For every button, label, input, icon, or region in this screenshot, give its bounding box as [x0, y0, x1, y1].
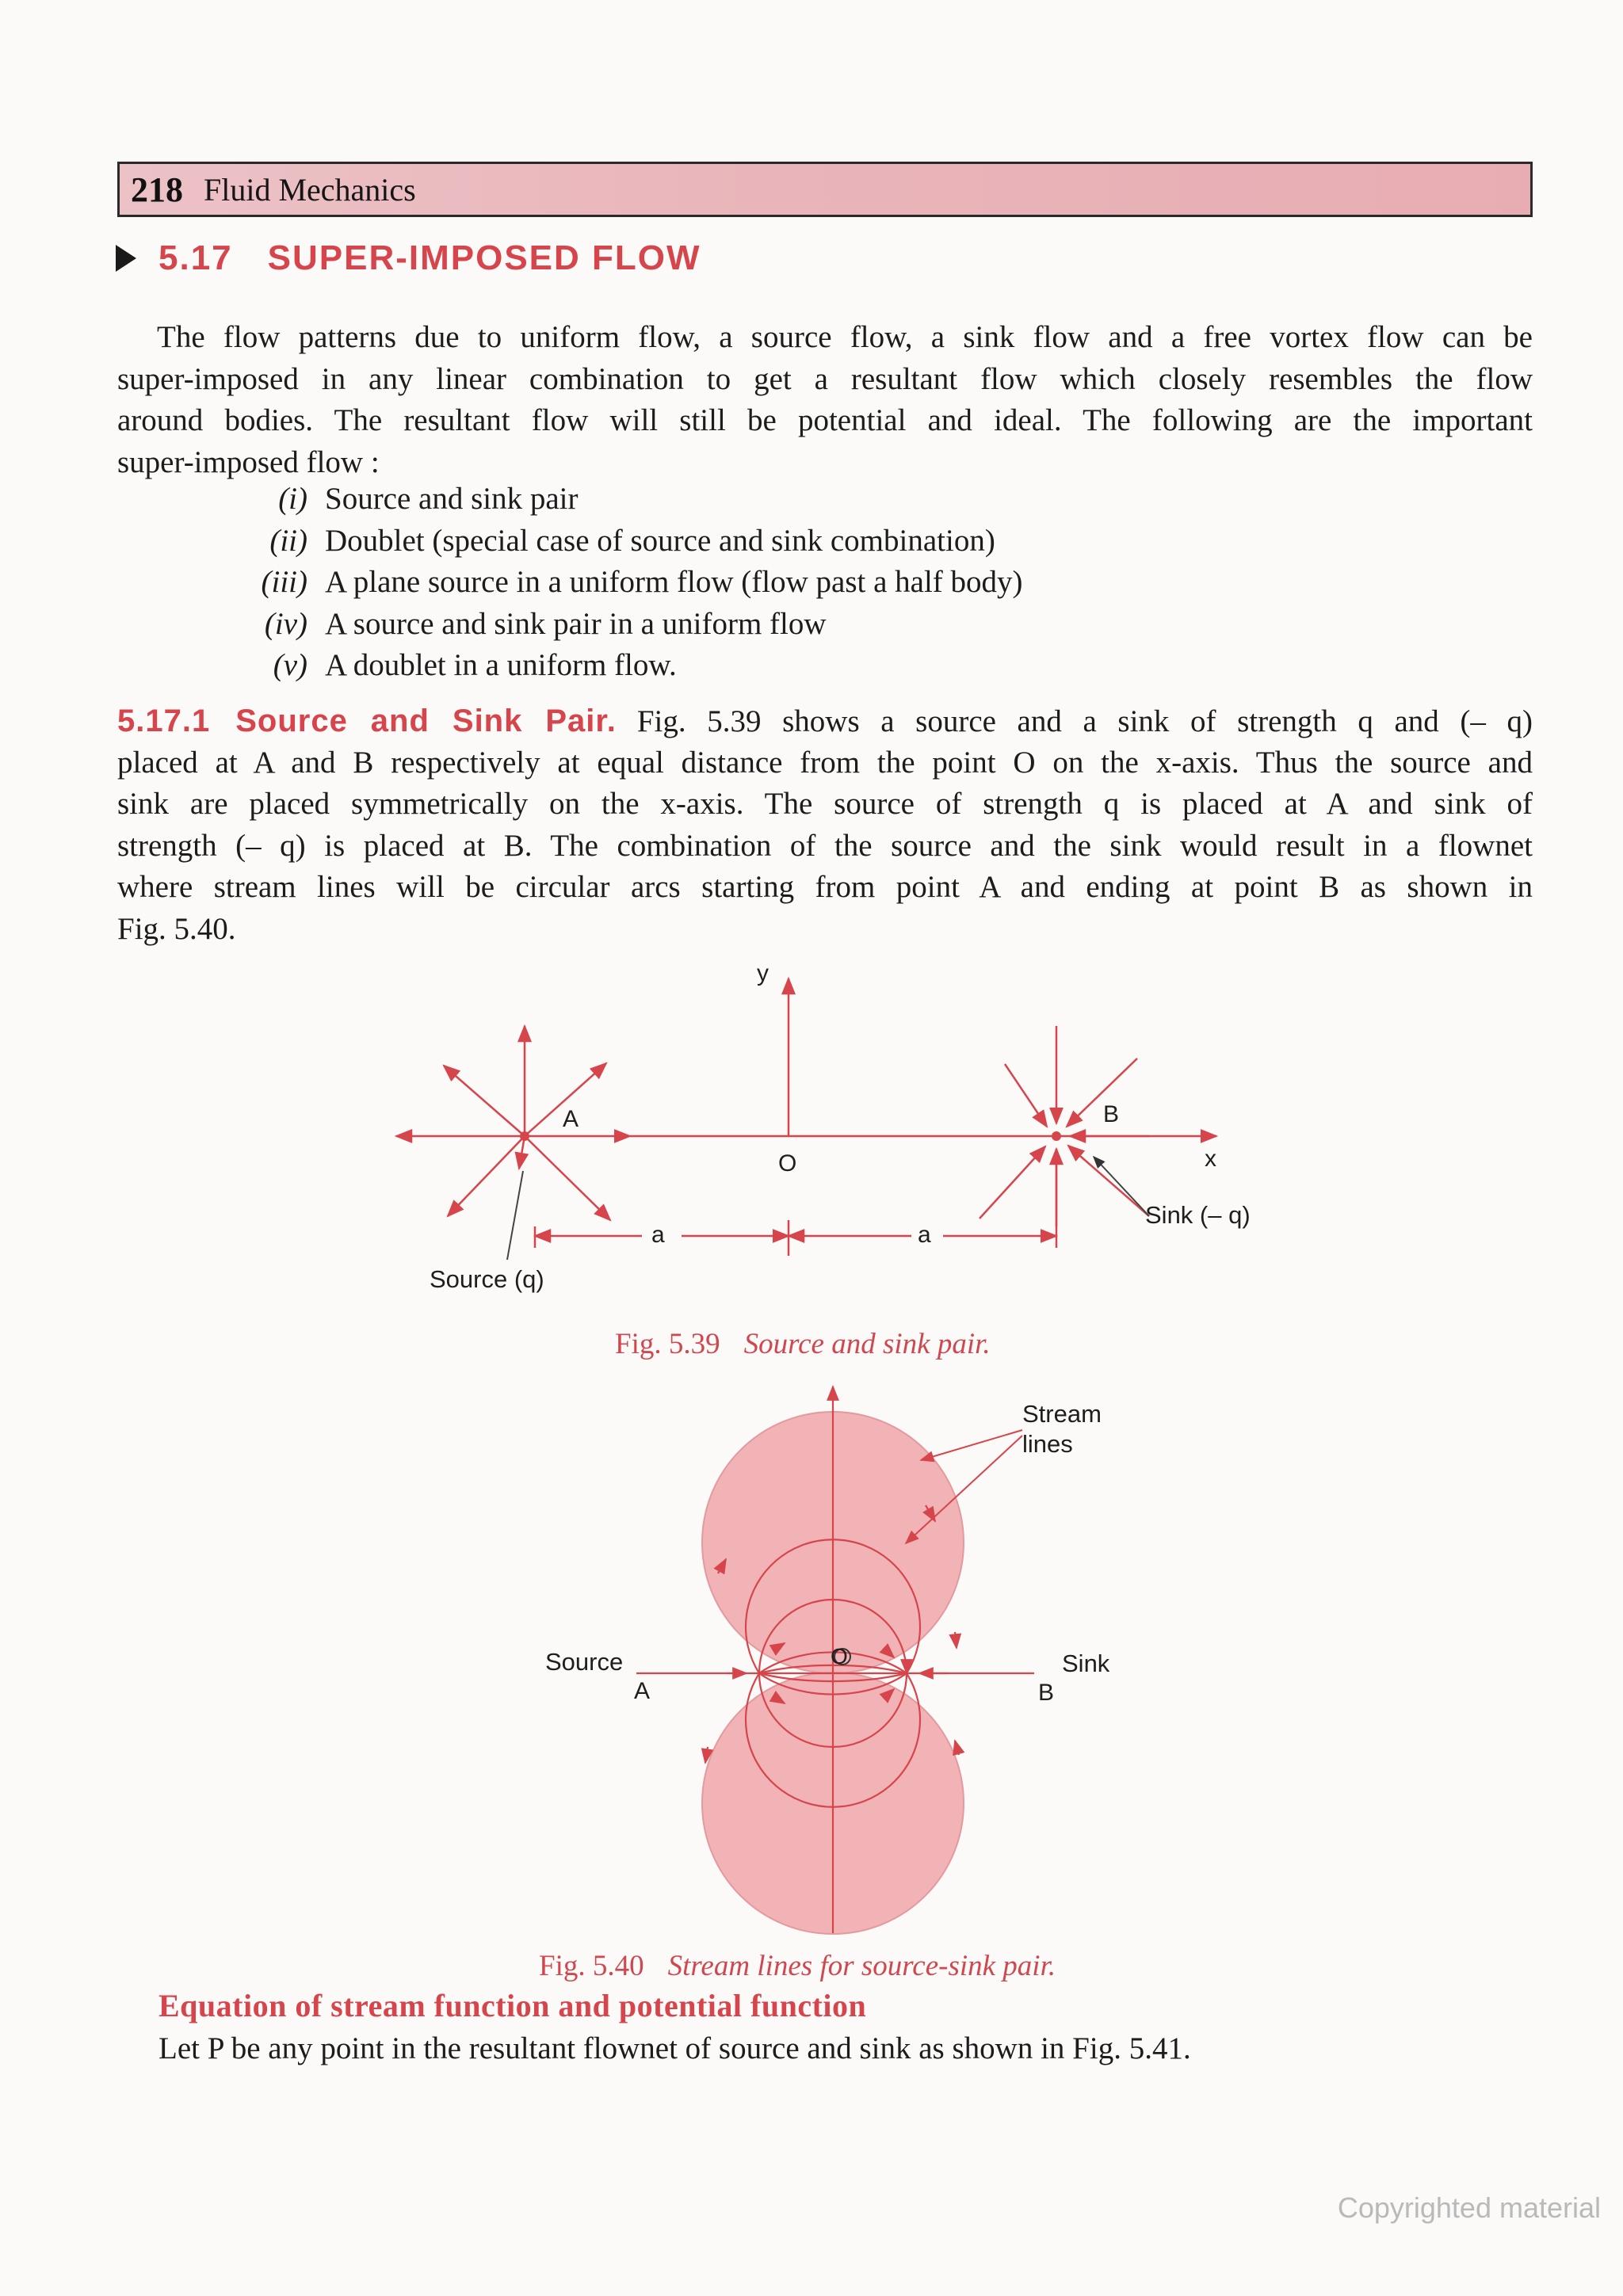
subsection-number: 5.17.1	[117, 704, 211, 738]
list-text: Doublet (special case of source and sink combination)	[325, 523, 995, 558]
sink-pointer	[1094, 1157, 1149, 1216]
text-line: Fig. 5.40.	[117, 911, 236, 946]
label-a-left: a	[651, 1222, 665, 1248]
list-text: A source and sink pair in a uniform flow	[325, 606, 827, 641]
list-text: Source and sink pair	[325, 482, 579, 516]
list-marker: (iii)	[261, 565, 307, 599]
list-marker: (i)	[278, 482, 307, 516]
label-source-q: Source (q)	[430, 1265, 544, 1293]
stream-lines-pointer	[921, 1430, 1022, 1460]
label-lines: lines	[1022, 1430, 1073, 1458]
label-A: A	[563, 1106, 579, 1132]
flow-arrow	[955, 1741, 959, 1755]
subsection-first-line: Fig. 5.39 shows a source and a sink of strength q and (– q)	[636, 704, 1533, 738]
text-line: placed at A and B respectively at equal distance from the point O on the x-axis. Thus the source and	[117, 745, 1533, 780]
label-x: x	[1205, 1146, 1216, 1172]
equation-paragraph: Let P be any point in the resultant flownet of source and sink as shown in Fig. 5.41.	[158, 2031, 1191, 2065]
list-marker: (iv)	[264, 606, 307, 641]
text-line: sink are placed symmetrically on the x-axis. The source of strength q is placed at A and sink of	[117, 787, 1533, 821]
caption-text: Source and sink pair.	[743, 1328, 991, 1360]
sink-ray	[1005, 1064, 1047, 1127]
source-ray	[525, 1136, 610, 1220]
label-O: O	[778, 1150, 797, 1177]
caption-fig-5-39	[615, 1327, 991, 1361]
sink-point	[1052, 1131, 1061, 1141]
text-line: super-imposed in any linear combination to get a resultant flow which closely resembles the flow	[117, 361, 1533, 396]
section-number: 5.17	[158, 238, 233, 277]
page-number: 218	[131, 170, 183, 209]
flow-arrow	[955, 1632, 957, 1648]
caption-text: Stream lines for source-sink pair.	[667, 1950, 1056, 1982]
caption-fig-5-40	[539, 1949, 1056, 1983]
source-point	[520, 1131, 529, 1141]
equation-heading: Equation of stream function and potential function	[158, 1988, 867, 2023]
sink-ray	[980, 1146, 1045, 1219]
label-sink: Sink	[1062, 1650, 1110, 1677]
label-a-right: a	[918, 1222, 931, 1248]
label-B: B	[1103, 1101, 1120, 1127]
subsection-title: Source and Sink Pair.	[235, 704, 617, 738]
sink-ray	[1068, 1146, 1149, 1216]
label-sink-q: Sink (– q)	[1145, 1201, 1251, 1229]
text-line: super-imposed flow :	[117, 444, 380, 479]
label-O-fig2: O	[831, 1644, 848, 1669]
text-line: strength (– q) is placed at B. The combination of the source and the sink would result in a flownet	[117, 828, 1533, 863]
source-pointer	[507, 1171, 523, 1260]
running-title: Fluid Mechanics	[204, 171, 416, 208]
section-title: SUPER-IMPOSED FLOW	[267, 238, 701, 277]
label-B-fig2: B	[1038, 1680, 1055, 1706]
text-line: where stream lines will be circular arcs starting from point A and ending at point B as shown in	[117, 870, 1533, 904]
list-text: A plane source in a uniform flow (flow past a half body)	[325, 565, 1023, 599]
text-line: The flow patterns due to uniform flow, a source flow, a sink flow and a free vortex flow can be	[157, 320, 1533, 354]
label-source: Source	[545, 1648, 624, 1676]
text-line: around bodies. The resultant flow will still be potential and ideal. The following are the important	[117, 403, 1533, 437]
figure-5-39-diagram	[396, 978, 1216, 1260]
caption-number: Fig. 5.39	[615, 1328, 720, 1360]
caption-number: Fig. 5.40	[539, 1950, 644, 1982]
sink-ray	[1067, 1058, 1137, 1127]
label-stream: Stream	[1022, 1400, 1102, 1428]
list-text: A doublet in a uniform flow.	[325, 648, 677, 682]
copyright-watermark: Copyrighted material	[1337, 2191, 1601, 2224]
list-marker: (ii)	[269, 523, 307, 558]
label-y: y	[757, 960, 769, 986]
source-ray	[444, 1066, 525, 1136]
source-ray	[448, 1136, 525, 1216]
list-marker: (v)	[273, 648, 307, 682]
label-A-fig2: A	[634, 1678, 651, 1704]
flow-arrow	[705, 1747, 708, 1763]
